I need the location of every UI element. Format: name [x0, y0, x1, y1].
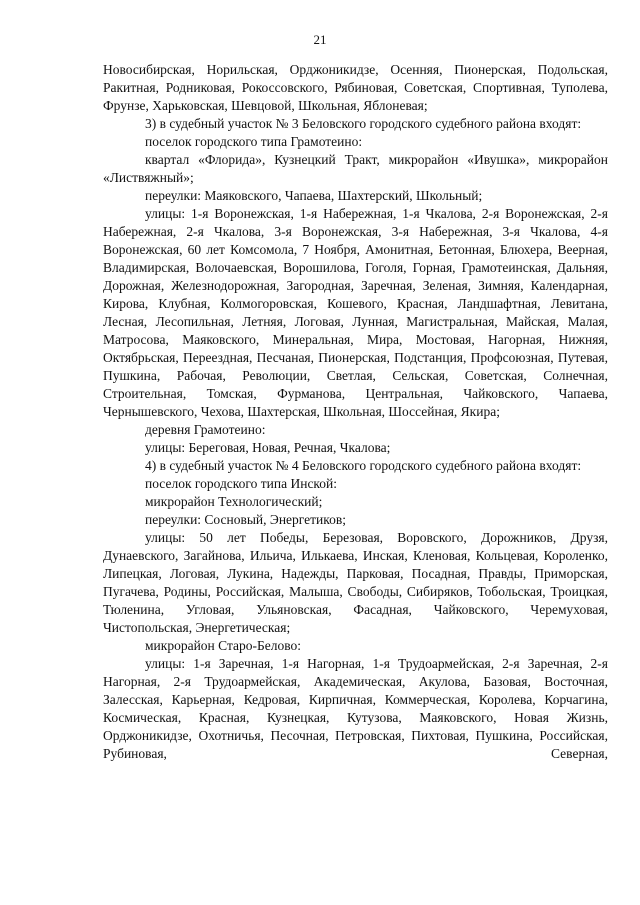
paragraph-microdistrict-staro-belovo: микрорайон Старо-Белово: [145, 638, 302, 653]
paragraph-village-gramoteino: деревня Грамотеино: [145, 422, 266, 437]
page-number: 21 [313, 32, 327, 47]
paragraph-lanes-inskoy: переулки: Сосновый, Энергетиков; [145, 512, 347, 527]
paragraph-streets-inskoy: улицы: 50 лет Победы, Березовая, Воровского, Дорожников, Друзя, Дунаевского, Загайнова, Ильича, Илькаева, Инская, Кленовая, Кольцевая, Короленко, Липецкая, Логовая, Лукина, Надежды, Парковая, Посадная, Правды, Приморская, Пугачева, Родины, Российская, Малыша, Свободы, Сибиряков, Тобольская, Троицкая, Тюленина, Угловая, Ульяновская, Фасадная, Чайковского, Черемуховая, Чистопольская, Энергетическая; [103, 530, 608, 635]
paragraph-streets-village: улицы: Береговая, Новая, Речная, Чкалова; [145, 440, 391, 455]
paragraph-street-list-continued: Новосибирская, Норильская, Орджоникидзе, Осенняя, Пионерская, Подольская, Ракитная, Родниковая, Рокоссовского, Рябиновая, Советская, Спортивная, Туполева, Фрунзе, Харьковская, Шевцовой, Школьная, Яблоневая; [103, 62, 608, 113]
paragraph-lanes-gramoteino: переулки: Маяковского, Чапаева, Шахтерский, Школьный; [145, 188, 483, 203]
paragraph-microdistrict-tech: микрорайон Технологический; [145, 494, 323, 509]
paragraph-settlement-gramoteino: поселок городского типа Грамотеино: [145, 134, 363, 149]
paragraph-streets-staro-belovo: улицы: 1-я Заречная, 1-я Нагорная, 1-я Трудоармейская, 2-я Заречная, 2-я Нагорная, 2-я Трудоармейская, Академическая, Акулова, Базовая, Восточная, Залесская, Карьерная, Кедровая, Кирпичная, Коммерческая, Королева, Корчагина, Космическая, Красная, Кузнецкая, Кутузова, Маяковского, Новая Жизнь, Орджоникидзе, Охотничья, Песочная, Петровская, Пихтовая, Пушкина, Российская, Рубиновая, Северная, [103, 656, 608, 761]
document-body [103, 61, 608, 763]
paragraph-settlement-inskoy: поселок городского типа Инской: [145, 476, 338, 491]
paragraph-district-3-heading: 3) в судебный участок № 3 Беловского городского судебного района входят: [145, 116, 582, 131]
paragraph-district-4-heading: 4) в судебный участок № 4 Беловского городского судебного района входят: [145, 458, 582, 473]
paragraph-streets-gramoteino: улицы: 1-я Воронежская, 1-я Набережная, 1-я Чкалова, 2-я Воронежская, 2-я Набережная, 2-я Чкалова, 3-я Воронежская, 3-я Набережная, 3-я Чкалова, 4-я Воронежская, 60 лет Комсомола, 7 Ноября, Амонитная, Бетонная, Блюхера, Веерная, Владимирская, Волочаевская, Ворошилова, Гоголя, Горная, Грамотеинская, Дальняя, Дорожная, Железнодорожная, Загородная, Заречная, Зеленая, Зимняя, Календарная, Кирова, Клубная, Колмогоровская, Кошевого, Красная, Ландшафтная, Левитана, Лесная, Лесопильная, Летняя, Логовая, Лунная, Магистральная, Майская, Малая, Матросова, Маяковского, Минеральная, Мира, Мостовая, Нагорная, Нижняя, Октябрьская, Переездная, Песчаная, Пионерская, Подстанция, Профсоюзная, Путевая, Пушкина, Рабочая, Революции, Светлая, Сельская, Советская, Солнечная, Строительная, Томская, Фурманова, Центральная, Чайковского, Чапаева, Чернышевского, Чехова, Шахтерская, Школьная, Шоссейная, Якира; [103, 206, 608, 419]
paragraph-quarters-microdistricts: квартал «Флорида», Кузнецкий Тракт, микрорайон «Ивушка», микрорайон «Листвяжный»; [103, 152, 608, 185]
